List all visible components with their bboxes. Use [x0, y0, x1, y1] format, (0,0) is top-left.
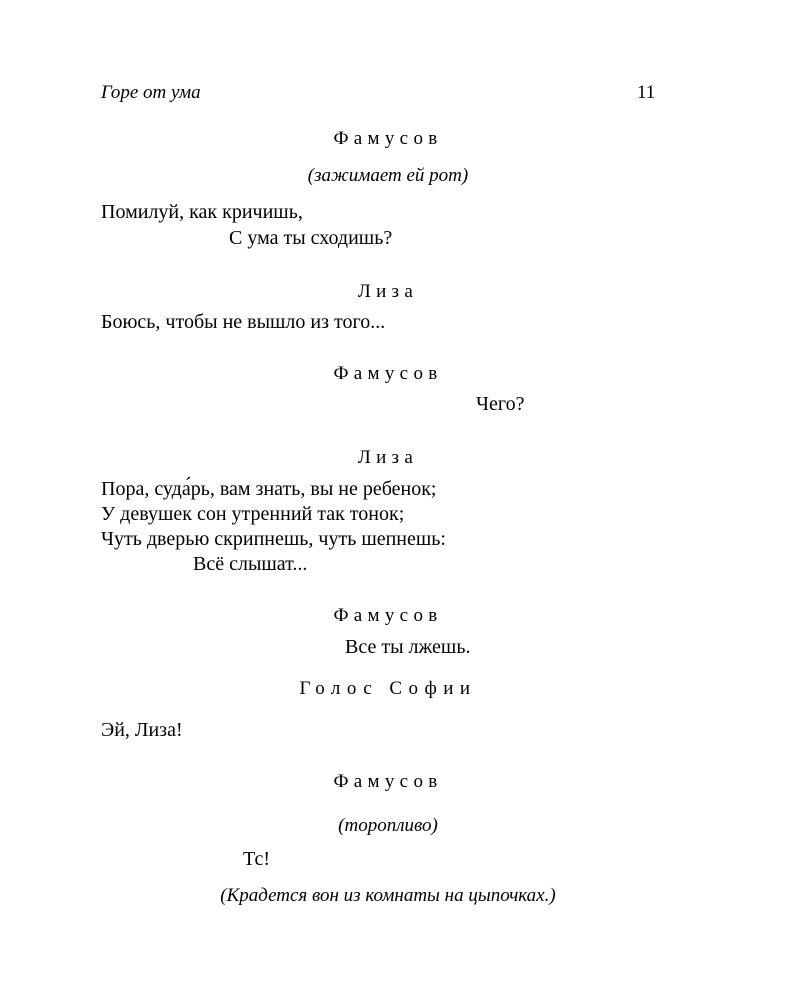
speaker-name: Фамусов	[333, 363, 443, 384]
dialogue-line: Помилуй, как кричишь,	[101, 201, 303, 223]
dialogue-line: Чуть дверью скрипнешь, чуть шепнешь:	[101, 528, 446, 550]
dialogue-line: Тс!	[243, 848, 270, 870]
dialogue-line: Чего?	[476, 393, 525, 415]
stage-direction: (зажимает ей рот)	[307, 165, 469, 186]
stage-direction: (торопливо)	[338, 815, 438, 836]
dialogue-line: Пора, суда́рь, вам знать, вы не ребенок;	[101, 478, 437, 500]
speaker-name: Фамусов	[333, 771, 443, 792]
page-number: 11	[637, 82, 656, 103]
speaker-name: Фамусов	[333, 605, 443, 626]
dialogue-line: У девушек сон утренний так тонок;	[101, 503, 405, 525]
dialogue-line: С ума ты сходишь?	[229, 227, 393, 249]
speaker-name: Фамусов	[333, 128, 443, 149]
speaker-name: Лиза	[357, 281, 419, 302]
running-title: Горе от ума	[101, 82, 201, 103]
speaker-name: Лиза	[357, 447, 419, 468]
dialogue-line: Всё слышат...	[193, 553, 308, 575]
dialogue-line: Эй, Лиза!	[101, 719, 183, 741]
dialogue-line: Боюсь, чтобы не вышло из того...	[101, 311, 386, 333]
dialogue-line: Все ты лжешь.	[345, 636, 471, 658]
speaker-name: Голос Софии	[299, 678, 477, 699]
stage-direction: (Крадется вон из комнаты на цыпочках.)	[220, 885, 556, 906]
